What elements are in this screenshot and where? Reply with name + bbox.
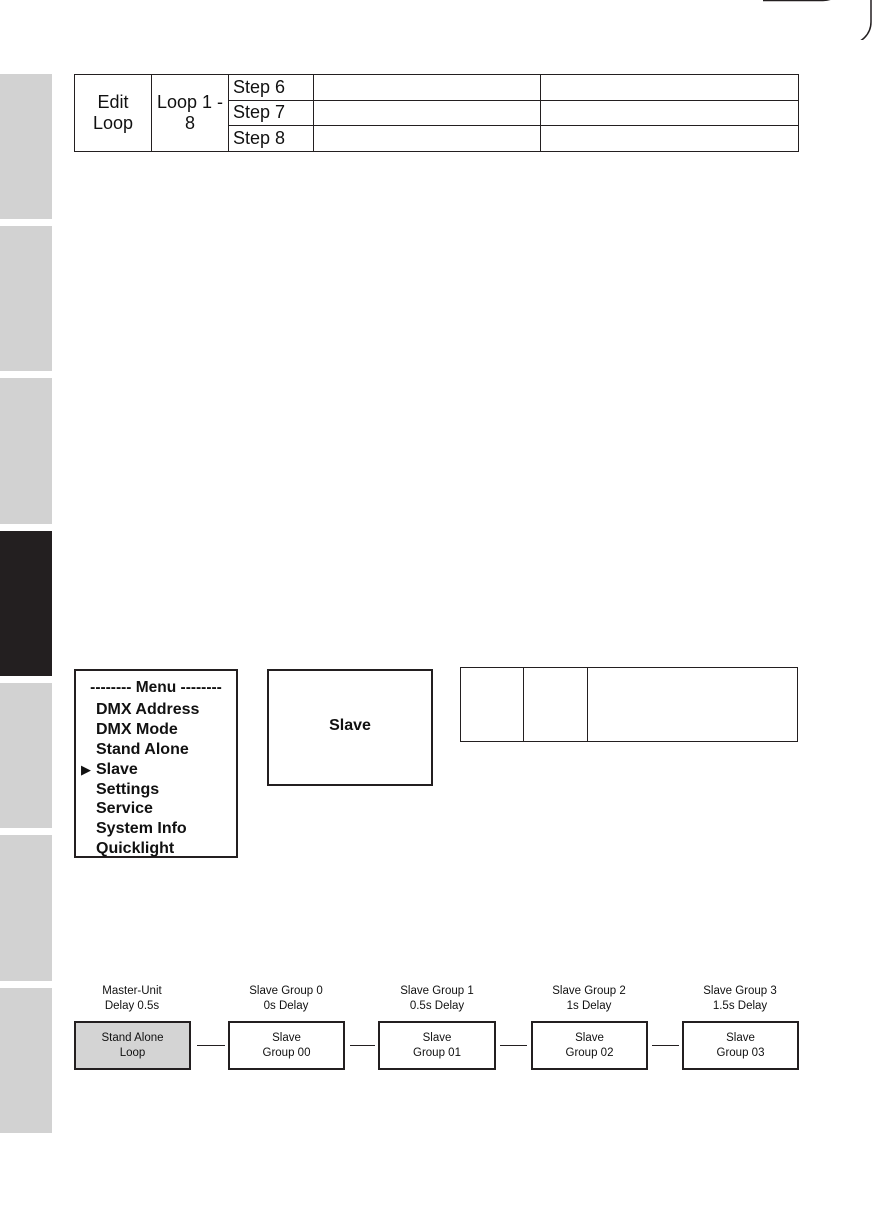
empty-cell [461, 668, 524, 742]
node-line: Slave [272, 1031, 301, 1044]
section-tab [0, 226, 52, 371]
section-tab [0, 835, 52, 981]
chain-caption [670, 984, 810, 1014]
selection-arrow-icon: ▶ [81, 762, 91, 777]
caption-line: 0.5s Delay [409, 1000, 465, 1012]
display-label: Slave [329, 717, 371, 734]
empty-cell [541, 126, 799, 152]
connector-line [197, 1045, 225, 1046]
menu-item-settings: Settings [96, 781, 160, 798]
menu-item-dmx-mode: DMX Mode [96, 721, 178, 738]
node-line: Group 00 [262, 1046, 311, 1059]
caption-line: Delay 0.5s [104, 1000, 160, 1012]
caption-line: Slave Group 2 [552, 985, 626, 997]
section-tab [0, 378, 52, 524]
connector-line [500, 1045, 527, 1046]
empty-cell [314, 126, 541, 152]
slave-group-box [228, 1021, 345, 1070]
slave-group-box [531, 1021, 648, 1070]
crop-mark [763, 0, 873, 40]
node-line: Slave [575, 1031, 604, 1044]
section-tab [0, 988, 52, 1133]
empty-cell [588, 668, 798, 742]
slave-group-box [682, 1021, 799, 1070]
step-cell: Step 6 [229, 75, 314, 101]
chain-caption [216, 984, 356, 1014]
section-tab-active [0, 531, 52, 676]
caption-line: Slave Group 3 [703, 985, 777, 997]
slave-display [267, 669, 433, 786]
menu-item-slave: Slave [96, 761, 138, 778]
table-row [461, 668, 798, 742]
chain-caption [62, 984, 202, 1014]
caption-line: 1.5s Delay [712, 1000, 768, 1012]
connector-line [652, 1045, 679, 1046]
edit-loop-table [74, 74, 799, 152]
empty-cell [541, 75, 799, 101]
caption-line: Slave Group 1 [400, 985, 474, 997]
slave-group-box [378, 1021, 496, 1070]
connector-line [350, 1045, 375, 1046]
section-tab [0, 683, 52, 828]
node-line: Slave [726, 1031, 755, 1044]
node-line: Group 02 [565, 1046, 614, 1059]
caption-line: Slave Group 0 [249, 985, 323, 997]
empty-cell [524, 668, 588, 742]
caption-line: Master-Unit [102, 985, 162, 997]
menu-item-service: Service [96, 800, 153, 817]
loop-range-cell: Loop 1 - 8 [152, 75, 229, 152]
menu-display [74, 669, 238, 858]
chain-caption [519, 984, 659, 1014]
edit-loop-cell: Edit Loop [75, 75, 152, 152]
empty-cell [541, 100, 799, 126]
menu-item-stand-alone: Stand Alone [96, 741, 189, 758]
caption-line: 1s Delay [566, 1000, 612, 1012]
menu-item-quicklight: Quicklight [96, 840, 175, 857]
menu-item-system-info: System Info [96, 820, 187, 837]
empty-cell [314, 100, 541, 126]
node-line: Stand Alone [101, 1031, 164, 1044]
caption-line: 0s Delay [263, 1000, 309, 1012]
node-line: Group 03 [716, 1046, 765, 1059]
node-line: Loop [119, 1046, 146, 1059]
step-cell: Step 7 [229, 100, 314, 126]
node-line: Group 01 [413, 1046, 461, 1059]
node-line: Slave [422, 1031, 452, 1044]
chain-caption [367, 984, 507, 1014]
menu-item-dmx-address: DMX Address [96, 701, 200, 718]
section-tab [0, 74, 52, 219]
empty-table [460, 667, 798, 742]
step-cell: Step 8 [229, 126, 314, 152]
table-row [75, 75, 799, 101]
menu-title: -------- Menu -------- [90, 679, 222, 696]
master-unit-box [74, 1021, 191, 1070]
empty-cell [314, 75, 541, 101]
